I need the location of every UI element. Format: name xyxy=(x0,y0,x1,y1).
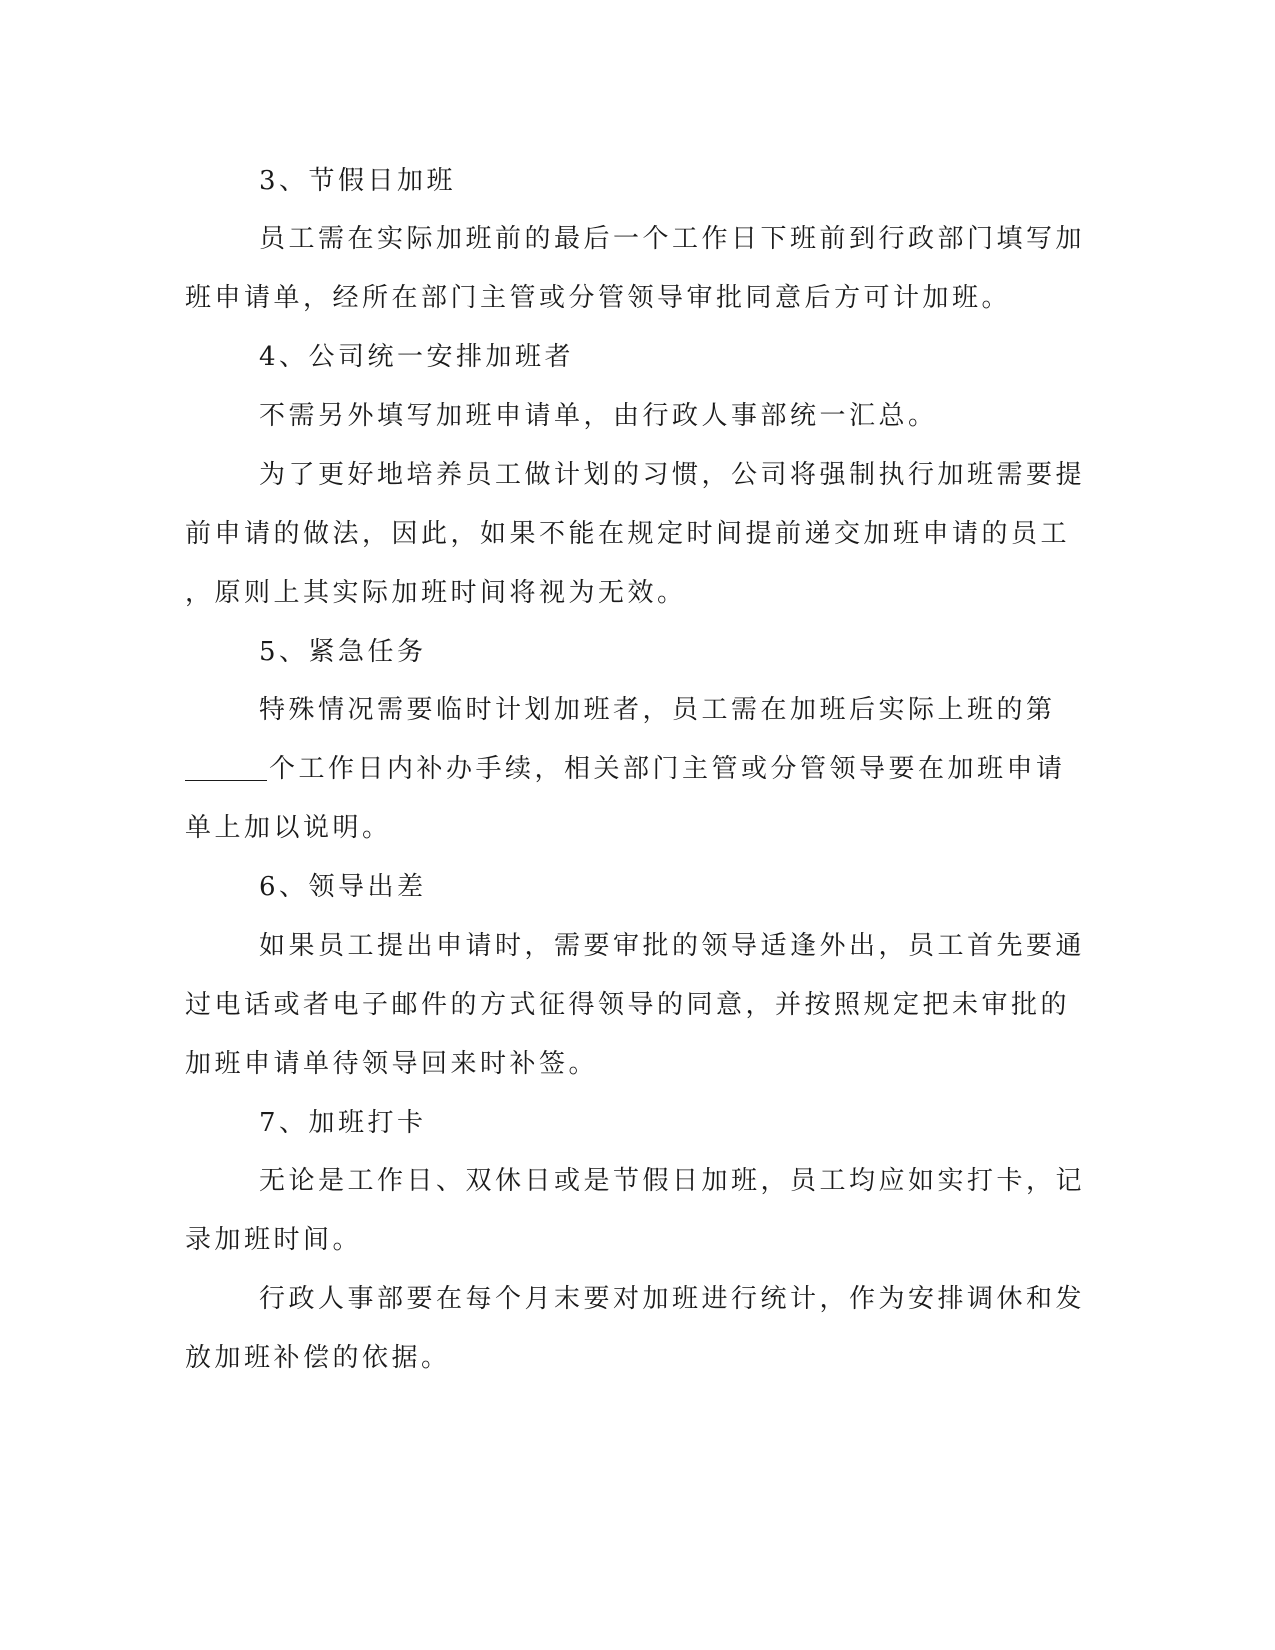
section-heading-6: 6、领导出差 xyxy=(259,872,427,902)
paragraph-line: 前申请的做法，因此，如果不能在规定时间提前递交加班申请的员工 xyxy=(185,519,1071,549)
paragraph-line: 行政人事部要在每个月末要对加班进行统计，作为安排调休和发 xyxy=(259,1284,1086,1314)
paragraph-line: 放加班补偿的依据。 xyxy=(185,1343,451,1373)
fill-in-blank xyxy=(185,754,267,781)
paragraph-line: 录加班时间。 xyxy=(185,1225,363,1255)
section-heading-5: 5、紧急任务 xyxy=(259,637,427,667)
paragraph-line: 过电话或者电子邮件的方式征得领导的同意，并按照规定把未审批的 xyxy=(185,990,1071,1020)
paragraph-line: 不需另外填写加班申请单，由行政人事部统一汇总。 xyxy=(259,401,938,431)
paragraph-line: ，原则上其实际加班时间将视为无效。 xyxy=(185,578,687,608)
paragraph-line: 员工需在实际加班前的最后一个工作日下班前到行政部门填写加 xyxy=(259,224,1086,254)
paragraph-line: 如果员工提出申请时，需要审批的领导适逢外出，员工首先要通 xyxy=(259,931,1086,961)
paragraph-line: 单上加以说明。 xyxy=(185,813,392,843)
section-heading-3: 3、节假日加班 xyxy=(259,166,457,196)
paragraph-line-text: 个工作日内补办手续，相关部门主管或分管领导要在加班申请 xyxy=(269,754,1066,784)
paragraph-line: 特殊情况需要临时计划加班者，员工需在加班后实际上班的第 xyxy=(259,695,1056,725)
paragraph-line: 为了更好地培养员工做计划的习惯，公司将强制执行加班需要提 xyxy=(259,460,1086,490)
section-heading-7: 7、加班打卡 xyxy=(259,1108,427,1138)
section-heading-4: 4、公司统一安排加班者 xyxy=(259,342,575,372)
paragraph-line: 加班申请单待领导回来时补签。 xyxy=(185,1049,599,1079)
paragraph-line-with-blank xyxy=(185,749,1085,789)
paragraph-line: 班申请单，经所在部门主管或分管领导审批同意后方可计加班。 xyxy=(185,283,1012,313)
paragraph-line: 无论是工作日、双休日或是节假日加班，员工均应如实打卡，记 xyxy=(259,1166,1086,1196)
